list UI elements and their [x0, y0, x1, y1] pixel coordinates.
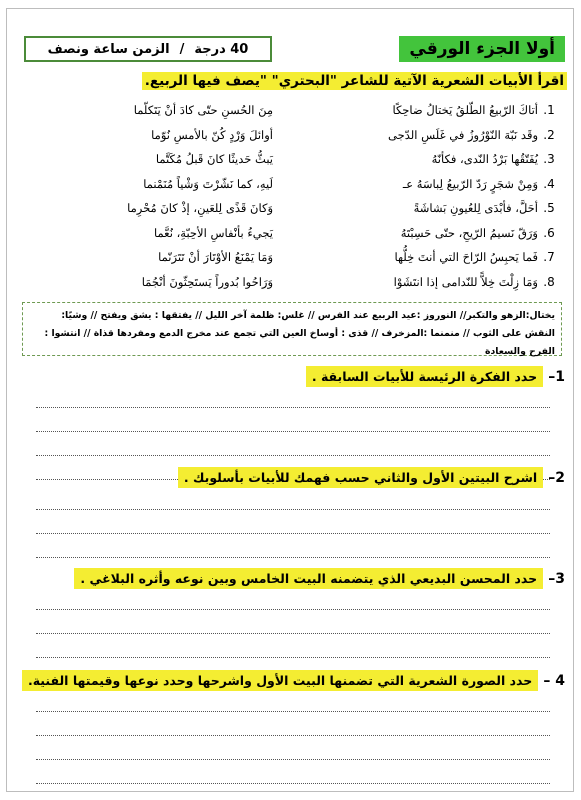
verse-second-hemistich: لَيهِ، كما نَشّرْتَ وَشْياً مُنَمْنما	[143, 176, 273, 191]
answer-line[interactable]	[36, 486, 550, 510]
intro-instruction	[17, 68, 567, 94]
verse	[12, 147, 560, 172]
verse-first-hemistich: وَرَقّ نَسيمُ الرّيحِ، حتّى حَسِبْتَهُ	[400, 225, 538, 240]
question-2	[178, 467, 565, 488]
answer-line[interactable]	[36, 408, 550, 432]
answer-line[interactable]	[36, 634, 550, 658]
verse-number: 3.	[543, 152, 555, 167]
question-text: حدد الفكرة الرئيسة للأبيات السابقة .	[306, 366, 543, 387]
intro-text: اقرأ الأبيات الشعرية الآتية للشاعر "البحتري" "يصف فيها الربيع.	[142, 72, 567, 90]
question-number: 3–	[548, 571, 565, 587]
verse-second-hemistich: وَرَاحُوا بُدوراً يَستَحِثّونَ أنْجُمَا	[141, 274, 273, 289]
verse-first-hemistich: يُفَتّقُها بَرْدُ النّدى، فكأنّهُ	[431, 152, 538, 167]
verse-number: 2.	[543, 127, 555, 142]
verse-first-hemistich: أتاكَ الرّبيعُ الطّلقُ يَختالُ ضاحِكًا	[392, 103, 538, 118]
verse	[12, 172, 560, 197]
verse-number: 6.	[543, 225, 555, 240]
poem	[12, 98, 560, 294]
verse-first-hemistich: وقَد نَبّهَ النّوْرُوزُ في غَلَسِ الدّجى	[388, 127, 538, 142]
answer-line[interactable]	[36, 610, 550, 634]
answer-line[interactable]	[36, 760, 550, 784]
section-title: أولا الجزء الورقي	[399, 36, 565, 62]
answer-lines-2	[36, 486, 550, 558]
answer-line[interactable]	[36, 712, 550, 736]
answer-line[interactable]	[36, 534, 550, 558]
verse-number: 4.	[543, 176, 555, 191]
answer-line[interactable]	[36, 586, 550, 610]
verse-first-hemistich: وَمِنْ شجَرٍ رَدّ الرّبيعُ لِباسَهُ عـ	[402, 176, 538, 191]
answer-lines-1	[36, 384, 550, 480]
question-number: 4 –	[543, 673, 565, 689]
question-text: حدد المحسن البديعي الذي يتضمنه البيت الخامس وبين نوعه وأثره البلاغي .	[74, 568, 543, 589]
question-text: اشرح البيتين الأول والثاني حسب فهمك للأبيات بأسلوبك .	[178, 467, 543, 488]
separator: /	[179, 41, 185, 57]
question-number: 2–	[548, 470, 565, 486]
verse-first-hemistich: فَما يَحبِسُ الرّاحَ التي أنتَ خِلُّها	[394, 250, 538, 265]
question-number: 1–	[548, 369, 565, 385]
answer-lines-4	[36, 688, 550, 784]
verse-number: 7.	[543, 250, 555, 265]
exam-info-box	[24, 36, 272, 62]
answer-line[interactable]	[36, 688, 550, 712]
glossary-text: يختال:الزهو والتكبر// النوروز :عيد الربيع عند الفرس // غلس: ظلمة آخر الليل // يفتقها : يشق ويفتح // وشيًا: النقش على الثوب // منمنما :المزخرف // قذى : أوساخ العين التي تجمع عند مخرج الدمع ومفردها قذاة // انتشوا : الفرح والسعادة	[44, 310, 555, 357]
verse-number: 8.	[543, 274, 555, 289]
verse-second-hemistich: يَجيءُ بأنْفاسِ الأحِبّةِ، نُعَّما	[154, 225, 273, 240]
answer-line[interactable]	[36, 510, 550, 534]
verse	[12, 98, 560, 123]
score-label: 40 درجة	[194, 41, 249, 57]
verse-number: 5.	[543, 201, 555, 216]
verse-second-hemistich: يَبثُّ حَديثًا كانَ قَبلُ مُكَتَّما	[155, 152, 273, 167]
verse	[12, 245, 560, 270]
time-label: الزمن ساعة ونصف	[47, 41, 170, 57]
verse	[12, 196, 560, 221]
verse-first-hemistich: أحَلَّ، فأبْدَى لِلعُيونِ بَشاشَةً	[413, 201, 538, 216]
verse-number: 1.	[543, 103, 555, 118]
answer-line[interactable]	[36, 432, 550, 456]
answer-lines-3	[36, 586, 550, 658]
verse	[12, 270, 560, 295]
verse	[12, 123, 560, 148]
verse-second-hemistich: أوائلَ وَرْدٍ كُنّ بالأمسِ نُوّما	[151, 127, 273, 142]
answer-line[interactable]	[36, 736, 550, 760]
verse-second-hemistich: وَمَا يَمْنَعُ الأوْتَارَ أنْ تَتَرَنّما	[158, 250, 273, 265]
answer-line[interactable]	[36, 384, 550, 408]
verse	[12, 221, 560, 246]
verse-second-hemistich: وَكانَ قَذًى لِلعَينِ، إذْ كانَ مُحْرِما	[127, 201, 273, 216]
glossary-box	[22, 302, 562, 356]
verse-second-hemistich: مِنَ الحُسنِ حتّى كادَ أنْ يَتَكلّما	[133, 103, 273, 118]
verse-first-hemistich: وَمَا زِلْتَ خِلاًّ للنّدامى إذا انتَشَوْا	[393, 274, 538, 289]
question-text: حدد الصورة الشعرية التي تضمنها البيت الأول واشرحها وحدد نوعها وقيمتها الفنية.	[22, 670, 538, 691]
